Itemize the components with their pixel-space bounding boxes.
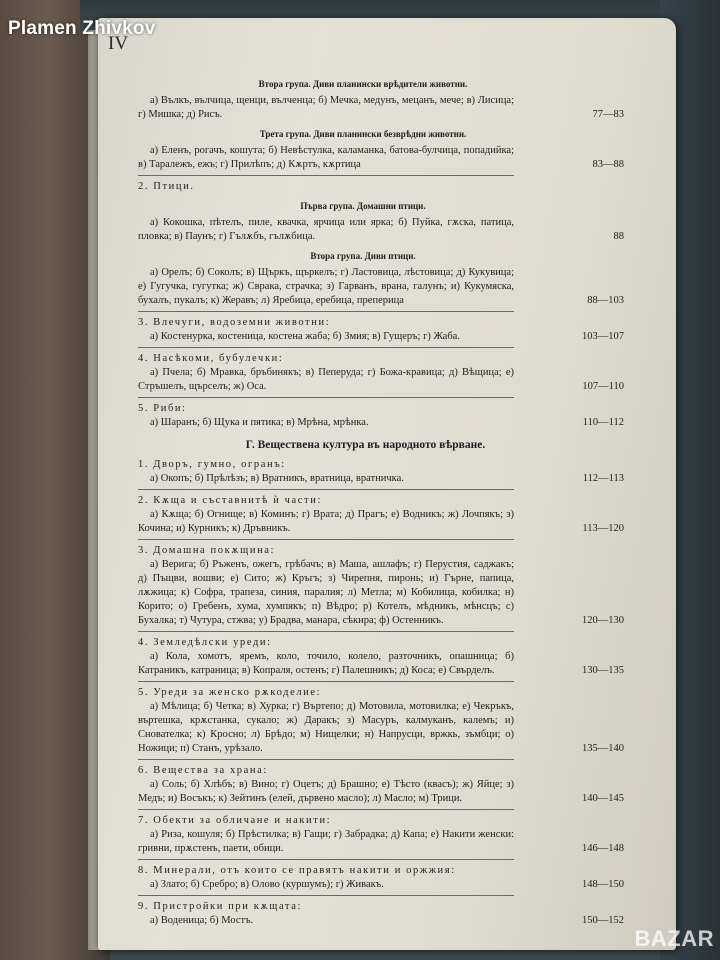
entry-pages: 113—120: [582, 523, 624, 534]
toc-entry: [138, 416, 648, 430]
divider: [138, 859, 514, 860]
entry-text: а) Соль; б) Хлѣбъ; в) Вино; г) Оцетъ; д) Брашно; е) Тѣсто (квасъ); ж) Яйце; з) Медъ; и) Восъкъ; к) Зейтинъ (елей, дървено масло); л) Масло; м) Трици.: [138, 779, 514, 804]
section-title: 9. Пристройки при кѫщата:: [138, 901, 303, 912]
toc-entry: [138, 914, 648, 928]
entry-text: а) Еленъ, рогачъ, кошута; б) Невѣстулка, каламанка, батова-булчица, попадийка; в) Таралежъ, ежъ; г) Прилѣпъ; д) Кѫртъ, кѫртица: [138, 145, 514, 170]
entry-text: а) Верига; б) Ръженъ, ожегъ, грѣбачъ; в) Маша, ашлафъ; г) Перустия, саджакъ; д) Пъщви, вошви; е) Сито; ж) Кръгъ; з) Чирепня, пиронь; и) Гърне, папица, лѫжица; к) Софра, трапеза, синия, паралия; л) Метла; м) Кобилица, кобилка; н) Корито; о) Гребенъ, хума, хумпякъ; п) Вѣдро; р) Котелъ, мѣдникъ, мѣнсцъ; с) Бухалка; т) Чутура, стжва; у) Брадва, манара, сѣкира; ф) Остенникъ.: [138, 559, 514, 626]
entry-text: а) Окопъ; б) Прѣлѣзъ; в) Вратникъ, вратница, вратничка.: [150, 473, 404, 484]
entry-pages: 140—145: [582, 793, 624, 804]
toc-entry: [138, 266, 648, 308]
divider: [138, 809, 514, 810]
toc-entry: [138, 94, 648, 122]
divider: [138, 175, 514, 176]
entry-pages: 148—150: [582, 879, 624, 890]
divider: [138, 539, 514, 540]
toc-entry: [138, 472, 648, 486]
divider: [138, 895, 514, 896]
section-title: 6. Вещества за храна:: [138, 765, 268, 776]
entry-pages: 77—83: [592, 109, 624, 120]
entry-text: а) Костенурка, костеница, костена жаба; б) Змия; в) Гущеръ; г) Жаба.: [150, 331, 460, 342]
entry-pages: 135—140: [582, 743, 624, 754]
entry-text: а) Вълкъ, вълчица, щенци, вълченца; б) Мечка, медунъ, мецанъ, мече; в) Лисица; г) Мишка; д) Рисъ.: [138, 95, 514, 120]
toc-entry: [138, 144, 648, 172]
entry-text: а) Мѣлица; б) Четка; в) Хурка; г) Въртепо; д) Мотовила, мотовилка; е) Чекръкъ, въртешка, крѫстанка, сукало; ж) Даракъ; з) Масуръ, калмуканъ, калемъ; и) Снователка; к) Кросно; л) Брѣдо; м) Нищелки; н) Напрусци, вржкь, зъмбци; о) Ножици; п) Станъ, урѣзало.: [138, 701, 514, 754]
toc-entry: [138, 828, 648, 856]
entry-text: а) Воденица; б) Мостъ.: [150, 915, 254, 926]
divider: [138, 347, 514, 348]
section-title: 5. Риби:: [138, 403, 187, 414]
entry-text: а) Пчела; б) Мравка, бръбинякъ; в) Пеперуда; г) Божа-кравица; д) Вѣщица; е) Стръшелъ, щърселъ; ж) Оса.: [138, 367, 514, 392]
watermark-text: Plamen Zhivkov: [8, 18, 156, 39]
entry-text: а) Кокошка, пѣтелъ, пиле, квачка, ярчица или ярка; б) Пуйка, гѫска, патица, пловка; в) Паунъ; г) Гълѫбъ, гълѫбица.: [138, 217, 514, 242]
entry-text: а) Злато; б) Сребро; в) Олово (куршумъ); г) Живакъ.: [150, 879, 384, 890]
entry-text: а) Кѫща; б) Огнище; в) Коминъ; г) Врата; д) Прагъ; е) Водникъ; ж) Лочпякъ; з) Кочина; и) Курникъ; к) Дръвникъ.: [138, 509, 514, 534]
section-title: 7. Обекти за обличане и накити:: [138, 815, 332, 826]
entry-pages: 88: [613, 231, 624, 242]
divider: [138, 759, 514, 760]
section-title: 4. Насѣкоми, бубулечки:: [138, 353, 284, 364]
toc-entry: [138, 878, 648, 892]
section-title: 3. Влечуги, водоземни животни:: [138, 317, 331, 328]
section-title: 8. Минерали, отъ които се правятъ накити и оржжия:: [138, 865, 456, 876]
divider: [138, 397, 514, 398]
divider: [138, 311, 514, 312]
toc-entry: [138, 216, 648, 244]
toc-entry: [138, 558, 648, 628]
toc-entry: [138, 330, 648, 344]
entry-text: а) Орелъ; б) Соколъ; в) Щъркъ, щъркелъ; г) Ластовица, лѣстовица; д) Кукувица; е) Гугучка, гугутка; ж) Сврака, страчка; з) Гарванъ, врана, галунъ; и) Кукумяска, бухалъ, пукалъ; к) Жеравъ; л) Яребица, еребица, преперица: [138, 267, 514, 306]
group-heading: Втора група. Диви планински врѣдители животни.: [258, 79, 468, 89]
entry-pages: 107—110: [582, 381, 624, 392]
toc-entry: [138, 778, 648, 806]
entry-text: а) Риза, кошуля; б) Прѣстилка; в) Гащи; г) Забрадка; д) Капа; е) Накити женски: гривни, прѫстенъ, паети, обици.: [138, 829, 514, 854]
table-of-contents: [138, 72, 648, 931]
divider: [138, 681, 514, 682]
entry-pages: 146—148: [582, 843, 624, 854]
section-title: 2. Птици.: [138, 181, 195, 192]
entry-pages: 150—152: [582, 915, 624, 926]
entry-pages: 130—135: [582, 665, 624, 676]
entry-pages: 112—113: [582, 473, 624, 484]
section-title: 5. Уреди за женско рѫкоделие:: [138, 687, 322, 698]
group-heading: Трета група. Диви планински безврѣдни животни.: [259, 129, 467, 139]
entry-text: а) Кола, хомотъ, яремъ, коло, точило, колело, разточникъ, опашница; б) Катраникъ, катраница; в) Копраля, остенъ; г) Палешникъ; д) Коса; е) Свърделъ.: [138, 651, 514, 676]
group-heading: Първа група. Домашни птици.: [300, 201, 426, 211]
part-heading: Г. Веществена култура въ народното вѣрване.: [245, 439, 486, 451]
entry-text: а) Шаранъ; б) Щука и пятика; в) Мрѣна, мрѣнка.: [150, 417, 369, 428]
group-heading: Втора група. Диви птици.: [310, 251, 416, 261]
toc-entry: [138, 650, 648, 678]
bazar-logo: BAZAR: [634, 926, 714, 951]
divider: [138, 489, 514, 490]
section-title: 3. Домашна покѫщина:: [138, 545, 276, 556]
entry-pages: 103—107: [582, 331, 624, 342]
divider: [138, 631, 514, 632]
entry-pages: 120—130: [582, 615, 624, 626]
toc-entry: [138, 700, 648, 756]
toc-entry: [138, 366, 648, 394]
entry-pages: 83—88: [592, 159, 624, 170]
page-number: IV: [108, 33, 129, 54]
entry-pages: 88—103: [587, 295, 624, 306]
toc-entry: [138, 508, 648, 536]
section-title: 4. Земледѣлски уреди:: [138, 637, 272, 648]
section-title: 2. Кѫща и съставнитѣ ѝ части:: [138, 495, 322, 506]
section-title: 1. Дворъ, гумно, огранъ:: [138, 459, 286, 470]
entry-pages: 110—112: [582, 417, 624, 428]
